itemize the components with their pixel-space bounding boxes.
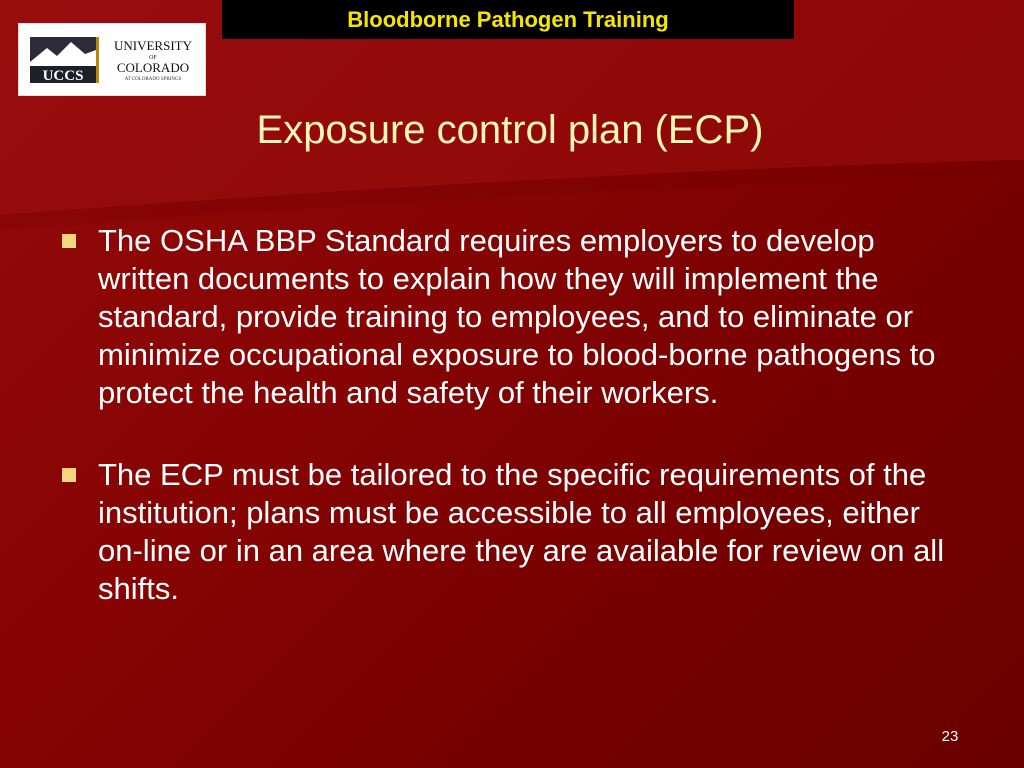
university-logo [18, 23, 206, 96]
logo-line1: UNIVERSITY [114, 38, 192, 53]
page-number: 23 [941, 728, 959, 745]
banner-text: Bloodborne Pathogen Training [347, 6, 669, 32]
square-bullet-icon [62, 234, 76, 248]
square-bullet-icon [62, 468, 76, 482]
uccs-logo-graphic [19, 24, 205, 95]
logo-line4: AT COLORADO SPRINGS [124, 77, 182, 82]
bullet-item [62, 456, 982, 608]
logo-abbr: UCCS [42, 68, 84, 84]
bullet-text: The OSHA BBP Standard requires employers to develop written documents to explain how they will implement the standard, provide training to employees, and to eliminate or minimize occupational exposure to blood-borne pathogens to protect the health and safety of their workers. [98, 223, 936, 410]
bullet-text: The ECP must be tailored to the specific requirements of the institution; plans must be accessible to all employees, either on-line or in an area where they are available for review on all shifts. [98, 457, 945, 606]
logo-line2: OF [149, 55, 157, 61]
header-banner [222, 0, 794, 39]
bullet-item [62, 222, 982, 412]
slide-title: Exposure control plan (ECP) [256, 108, 764, 152]
logo-line3: COLORADO [116, 60, 190, 75]
bullet-list [62, 222, 982, 652]
